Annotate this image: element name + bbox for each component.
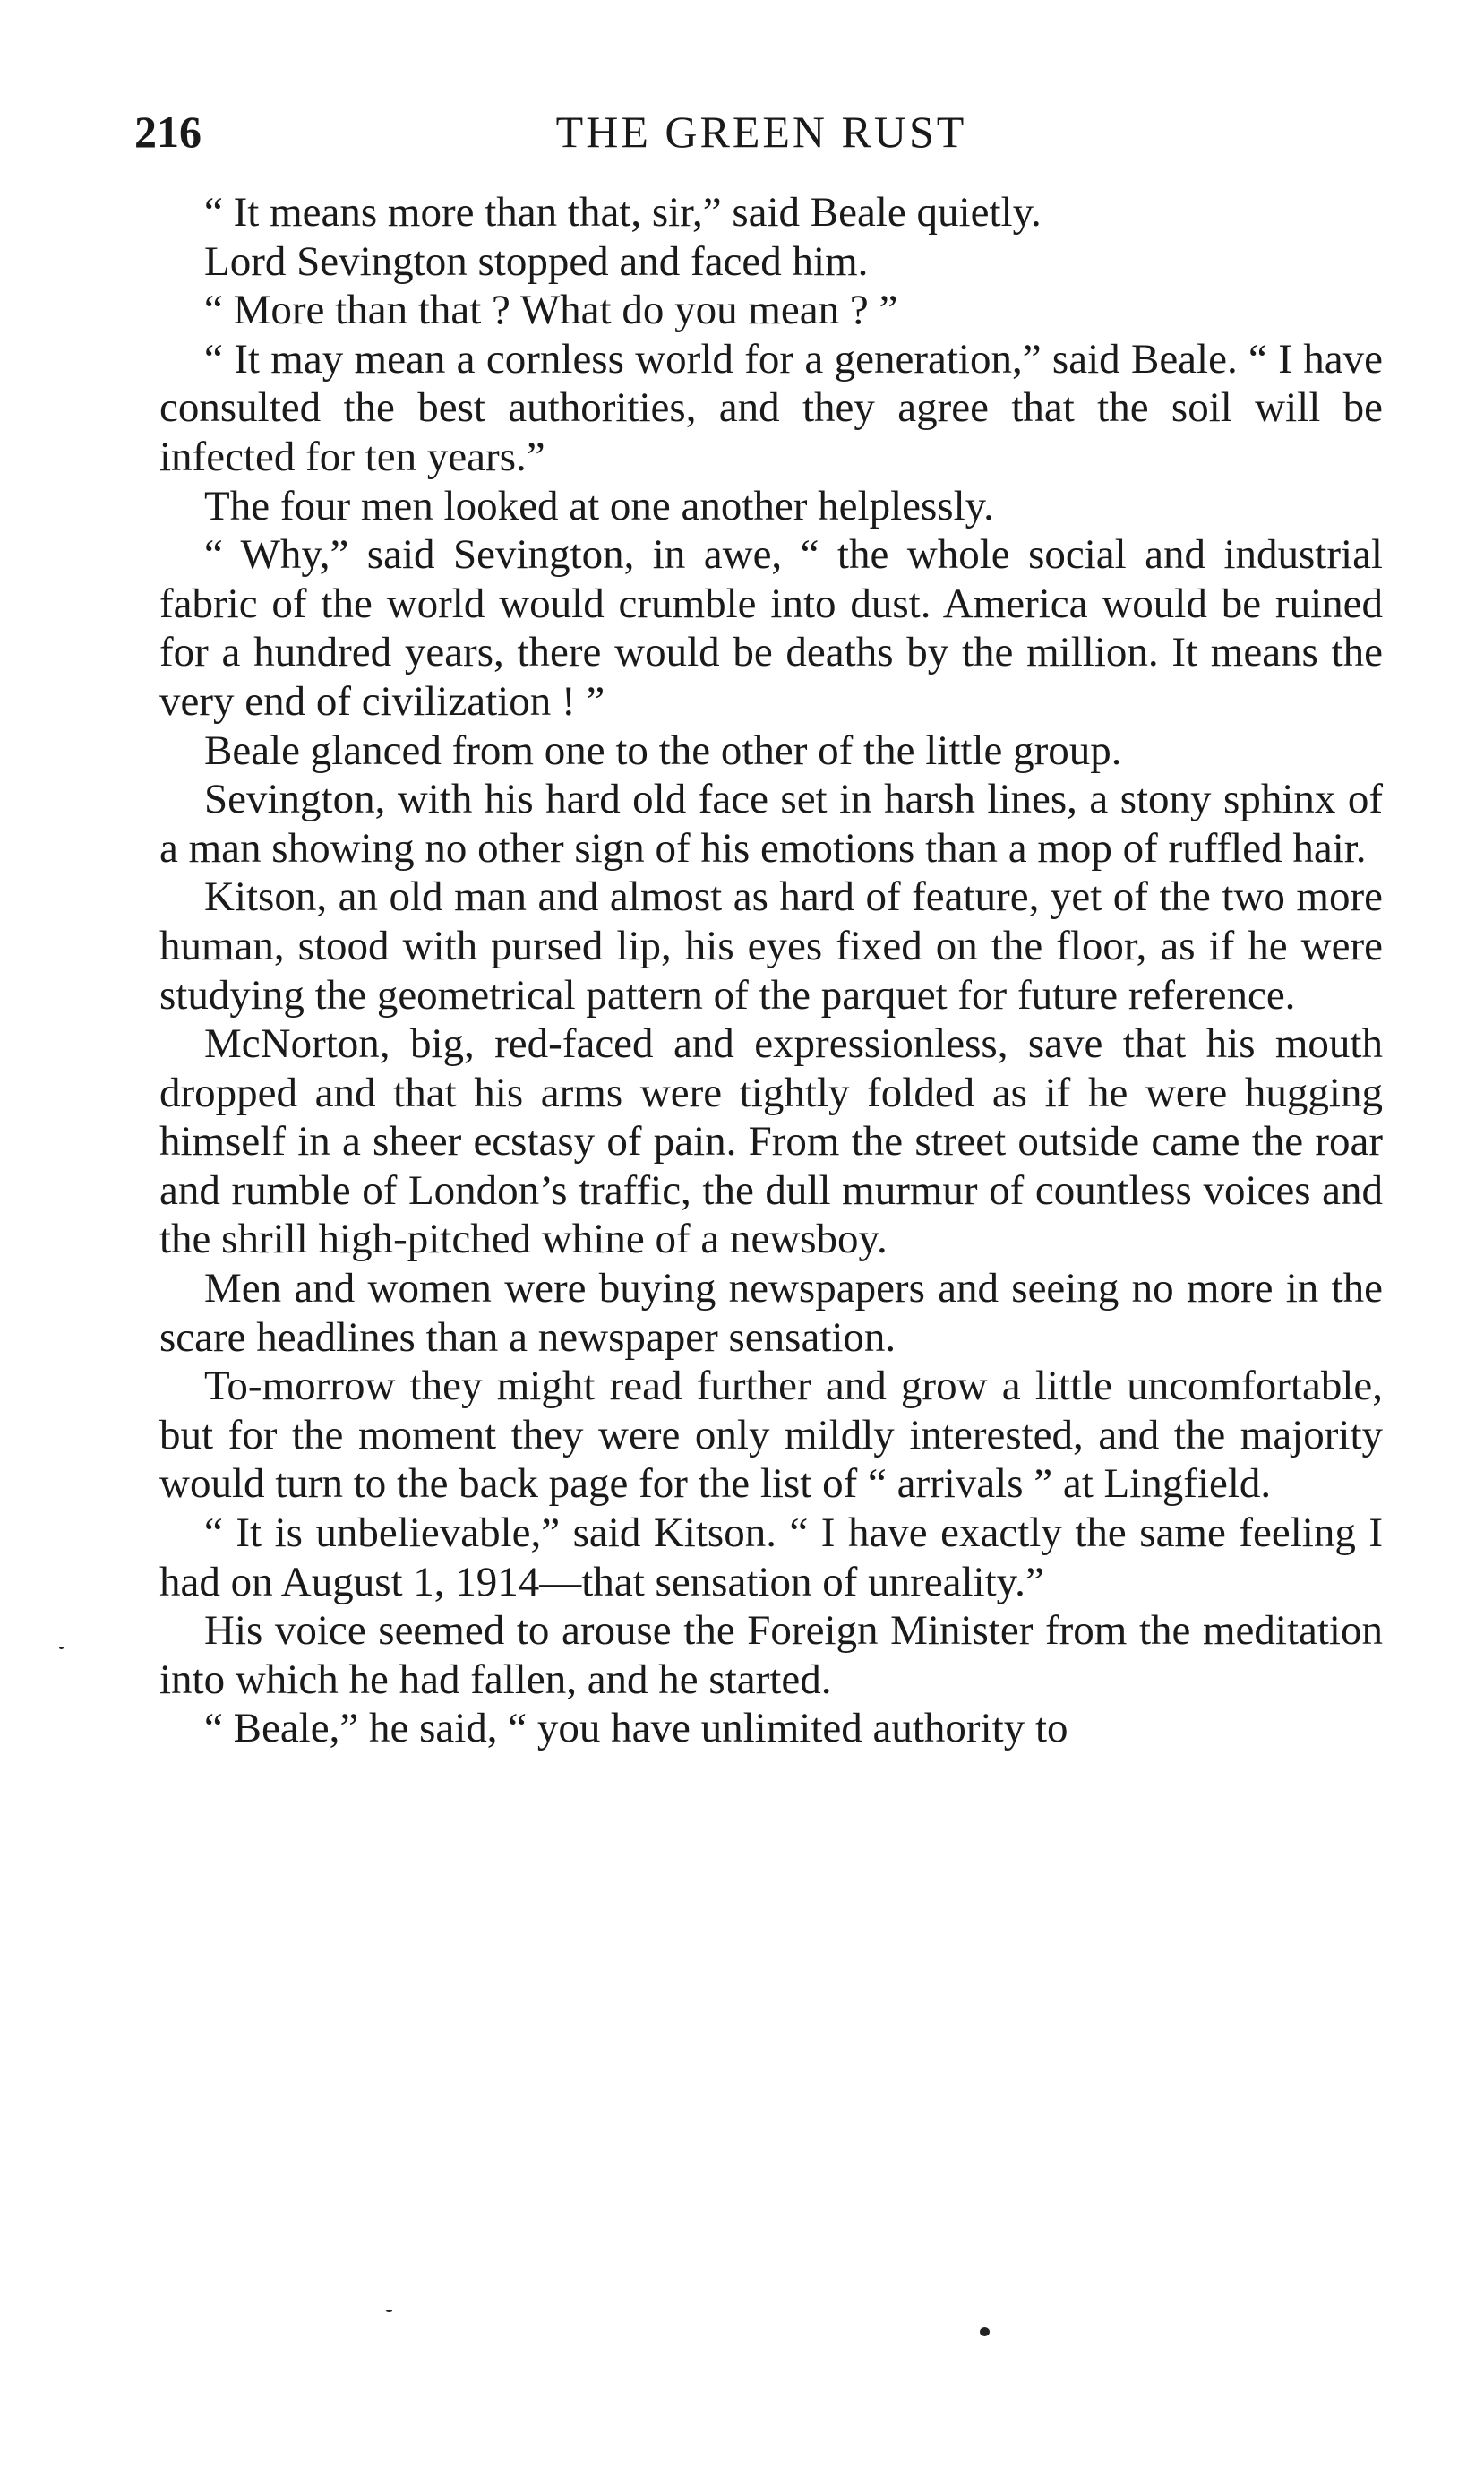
paragraph: Lord Sevington stopped and faced him. xyxy=(204,237,869,285)
scan-speck xyxy=(386,2310,392,2312)
scan-speck xyxy=(59,1647,64,1649)
paragraph: Men and women were buying newspapers and seeing no more in the scare headlines than a newspaper sensation. xyxy=(159,1265,1383,1361)
paragraph: “ Beale,” he said, “ you have unlimited authority to xyxy=(204,1705,1068,1752)
paragraph: His voice seemed to arouse the Foreign Minister from the meditation into which he had fallen, and he started. xyxy=(159,1607,1383,1703)
paragraph: Beale glanced from one to the other of the little group. xyxy=(204,727,1122,774)
paragraph: Sevington, with his hard old face set in harsh lines, a stony sphinx of a man showing no other sign of his emotions than a mop of ruffled hair. xyxy=(159,776,1383,872)
paragraph: “ It may mean a cornless world for a generation,” said Beale. “ I have consulted the best authorities, and they agree that the soil will be infected for ten years.” xyxy=(159,335,1383,480)
running-head xyxy=(134,100,1388,163)
paragraph: “ It means more than that, sir,” said Beale quietly. xyxy=(204,189,1042,236)
paragraph: To-morrow they might read further and grow a little uncomfortable, but for the moment they were only mildly interested, and the majority would turn to the back page for the list of “ arrivals ” at Lingfield. xyxy=(159,1363,1383,1508)
paragraph: The four men looked at one another helplessly. xyxy=(204,482,994,529)
paragraph: “ It is unbelievable,” said Kitson. “ I have exactly the same feeling I had on August 1, 1914—that sensation of unreality.” xyxy=(159,1510,1383,1605)
paragraph: McNorton, big, red-faced and expressionless, save that his mouth dropped and that his arms were tightly folded as if he were hugging himself in a sheer ecstasy of pain. From the street outside came the roar and rumble of London’s traffic, the dull murmur of countless voices and the shrill high-pitched whine of a newsboy. xyxy=(159,1020,1383,1263)
page-number: 216 xyxy=(134,107,202,157)
book-title: THE GREEN RUST xyxy=(555,107,967,157)
paragraph: Kitson, an old man and almost as hard of feature, yet of the two more human, stood with pursed lip, his eyes fixed on the floor, as if he were studying the geometrical pattern of the parquet for future reference. xyxy=(159,873,1383,1019)
paragraph: “ More than that ? What do you mean ? ” xyxy=(204,287,898,334)
scan-speck xyxy=(980,2327,990,2336)
body-text xyxy=(159,188,1383,1753)
paragraph: “ Why,” said Sevington, in awe, “ the whole social and industrial fabric of the world would crumble into dust. America would be ruined for a hundred years, there would be deaths by the million. It means the very end of civilization ! ” xyxy=(159,531,1383,725)
